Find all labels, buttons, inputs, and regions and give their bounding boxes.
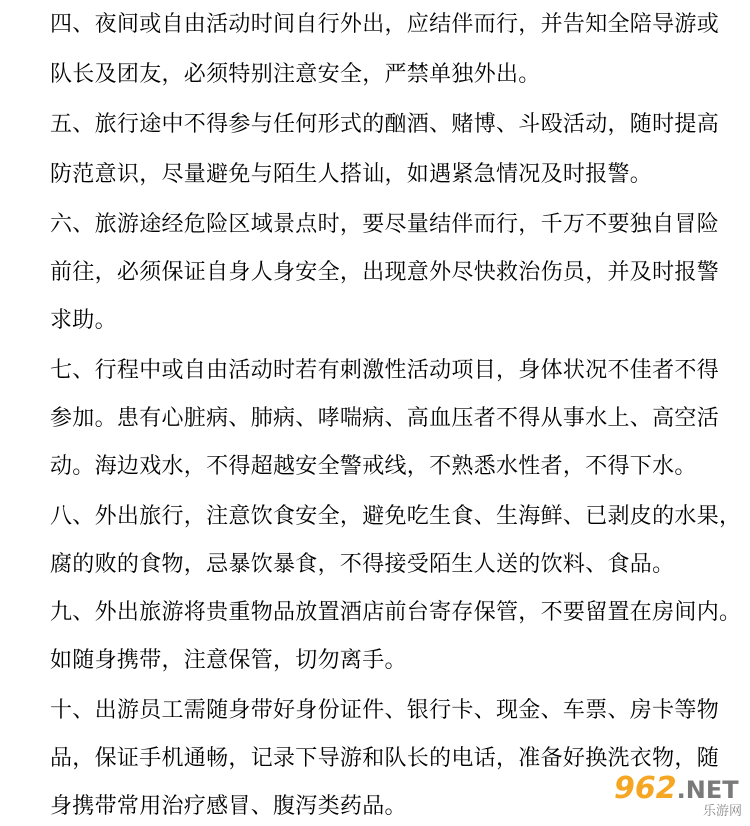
text-line: 七、行程中或自由活动时若有刺激性活动项目，身体状况不佳者不得 bbox=[50, 358, 720, 383]
text-line: 九、外出旅游将贵重物品放置酒店前台寄存保管，不要留置在房间内。 bbox=[50, 600, 742, 625]
text-line: 求助。 bbox=[50, 308, 117, 333]
site-watermark bbox=[614, 772, 746, 822]
text-line: 十、出游员工需随身带好身份证件、银行卡、现金、车票、房卡等物 bbox=[50, 698, 720, 723]
watermark-suffix: .NET bbox=[676, 776, 739, 804]
text-line: 队长及团友，必须特别注意安全，严禁单独外出。 bbox=[50, 62, 541, 87]
watermark-number: 962 bbox=[614, 771, 677, 806]
watermark-subtitle: 乐游网 bbox=[702, 804, 742, 819]
watermark-logo bbox=[614, 772, 739, 807]
text-line: 四、夜间或自由活动时间自行外出，应结伴而行，并告知全陪导游或 bbox=[50, 12, 720, 37]
text-line: 五、旅行途中不得参与任何形式的酗酒、赌博、斗殴活动，随时提高 bbox=[50, 112, 720, 137]
text-line: 品，保证手机通畅，记录下导游和队长的电话，准备好换洗衣物，随 bbox=[50, 746, 720, 771]
text-line: 参加。患有心脏病、肺病、哮喘病、高血压者不得从事水上、高空活 bbox=[50, 406, 720, 431]
text-line: 腐的败的食物，忌暴饮暴食，不得接受陌生人送的饮料、食品。 bbox=[50, 552, 675, 577]
text-line: 六、旅游途经危险区域景点时，要尽量结伴而行，千万不要独自冒险 bbox=[50, 212, 720, 237]
text-line: 动。海边戏水，不得超越安全警戒线，不熟悉水性者，不得下水。 bbox=[50, 454, 697, 479]
text-line: 八、外出旅行，注意饮食安全，避免吃生食、生海鲜、已剥皮的水果， bbox=[50, 504, 742, 529]
text-line: 如随身携带，注意保管，切勿离手。 bbox=[50, 648, 407, 673]
text-line: 前往，必须保证自身人身安全，出现意外尽快救治伤员，并及时报警 bbox=[50, 260, 720, 285]
text-line: 防范意识，尽量避免与陌生人搭讪，如遇紧急情况及时报警。 bbox=[50, 162, 653, 187]
text-line: 身携带常用治疗感冒、腹泻类药品。 bbox=[50, 794, 407, 819]
